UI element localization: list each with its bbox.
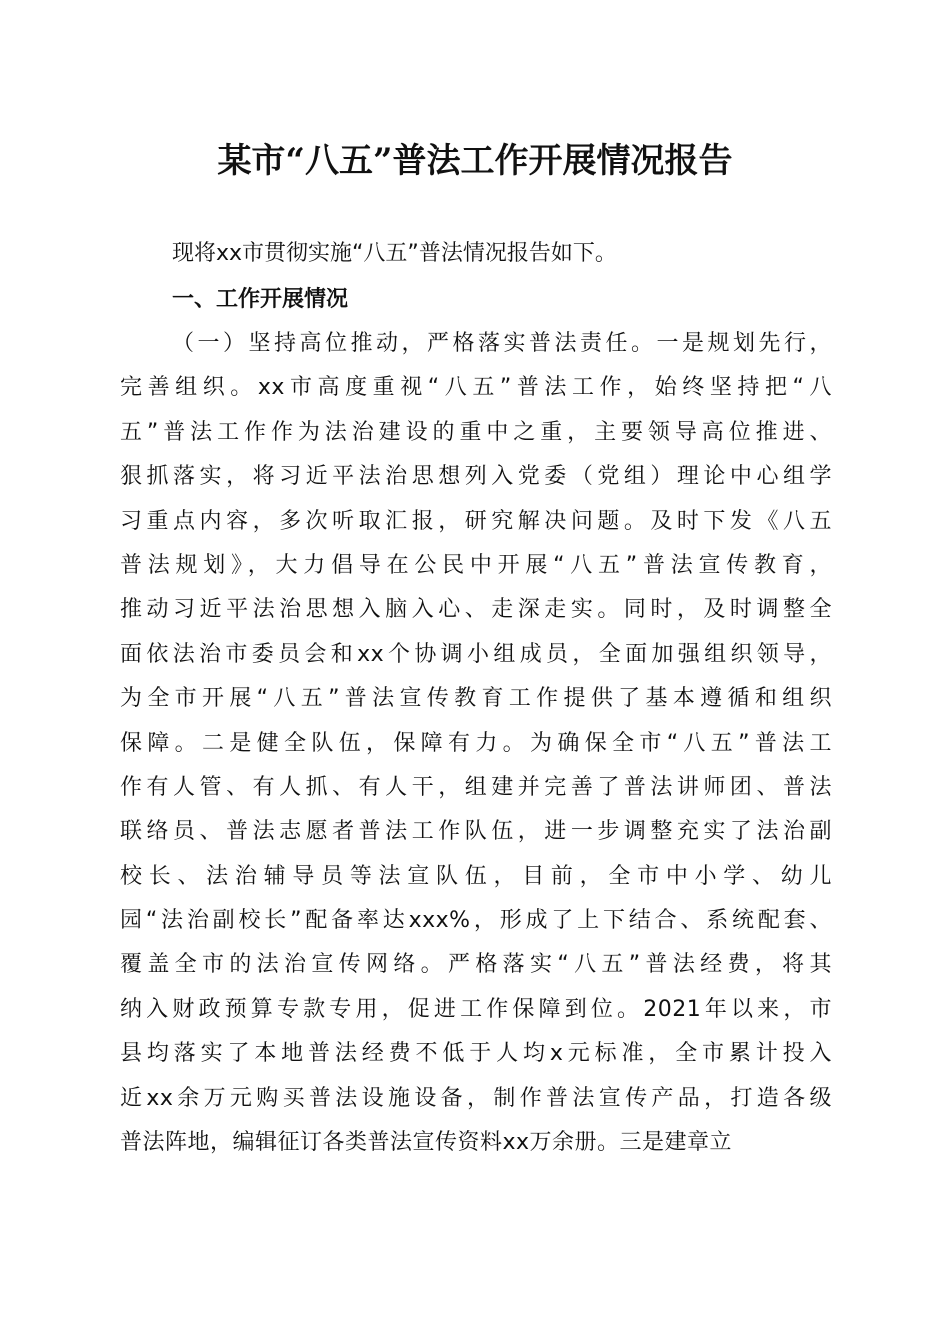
intro-paragraph: 现将xx市贯彻实施“八五”普法情况报告如下。 (172, 241, 617, 266)
body-line: （一）坚持高位推动，严格落实普法责任。一是规划先行， (172, 331, 832, 356)
body-line: 普法阵地，编辑征订各类普法宣传资料xx万余册。三是建章立 (120, 1130, 733, 1156)
body-line: 纳入财政预算专款专用，促进工作保障到位。2021年以来，市 (120, 996, 832, 1022)
body-line: 普法规划》，大力倡导在公民中开展“八五”普法宣传教育， (120, 552, 832, 578)
body-line: 狠抓落实，将习近平法治思想列入党委（党组）理论中心组学 (120, 464, 832, 490)
body-paragraph (120, 322, 832, 1165)
body-line: 近xx余万元购买普法设施设备，制作普法宣传产品，打造各级 (120, 1085, 832, 1111)
body-line: 推动习近平法治思想入脑入心、走深走实。同时，及时调整全 (120, 597, 832, 623)
body-line: 完善组织。xx市高度重视“八五”普法工作，始终坚持把“八 (120, 375, 832, 401)
body-line: 面依法治市委员会和xx个协调小组成员，全面加强组织领导， (120, 641, 832, 667)
body-line: 为全市开展“八五”普法宣传教育工作提供了基本遵循和组织 (120, 686, 832, 712)
body-line: 作有人管、有人抓、有人干，组建并完善了普法讲师团、普法 (120, 774, 832, 800)
body-line: 县均落实了本地普法经费不低于人均x元标准，全市累计投入 (120, 1041, 832, 1067)
body-line: 习重点内容，多次听取汇报，研究解决问题。及时下发《八五 (120, 508, 832, 534)
body-line: 园“法治副校长”配备率达xxx%，形成了上下结合、系统配套、 (120, 908, 832, 934)
section-heading: 一、工作开展情况 (172, 287, 349, 312)
body-line: 保障。二是健全队伍，保障有力。为确保全市“八五”普法工 (120, 730, 832, 756)
body-line: 五”普法工作作为法治建设的重中之重，主要领导高位推进、 (120, 419, 832, 445)
body-line: 覆盖全市的法治宣传网络。严格落实“八五”普法经费，将其 (120, 952, 832, 978)
body-line: 联络员、普法志愿者普法工作队伍，进一步调整充实了法治副 (120, 819, 832, 845)
body-line: 校长、法治辅导员等法宣队伍，目前，全市中小学、幼儿 (120, 863, 832, 889)
document-title: 某市“八五”普法工作开展情况报告 (217, 141, 733, 181)
